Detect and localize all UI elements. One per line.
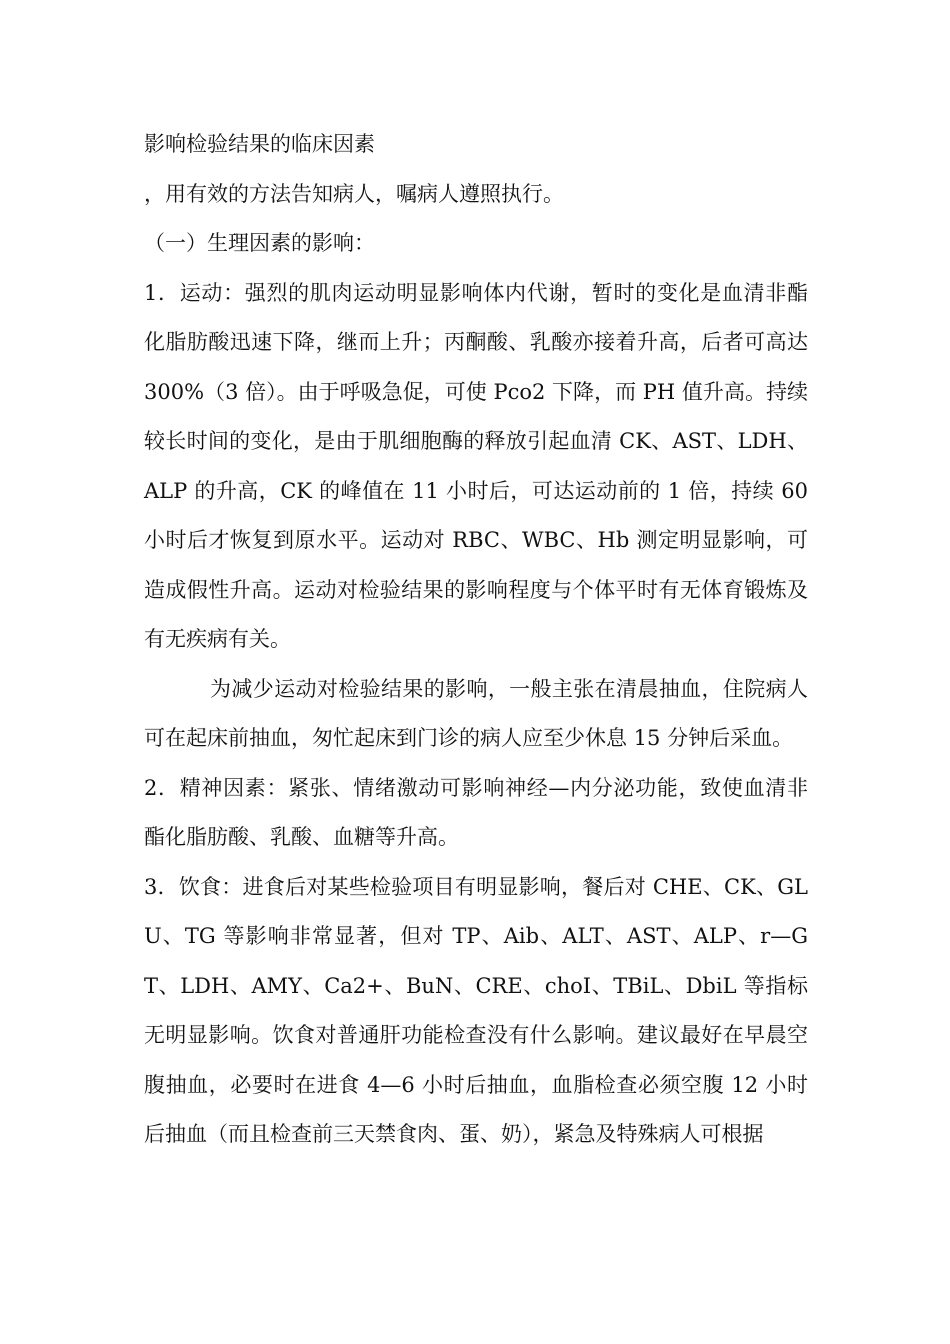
- exercise-advice-paragraph: 为减少运动对检验结果的影响，一般主张在清晨抽血，住院病人可在起床前抽血，匆忙起床到门诊的病人应至少休息 15 分钟后采血。: [144, 676, 808, 750]
- diet-paragraph: 3．饮食：进食后对某些检验项目有明显影响，餐后对 CHE、CK、GLU、TG 等影响非常显著，但对 TP、Aib、ALT、AST、ALP、r—GT、LDH、AMY、Ca2+、BuN、CRE、choI、TBiL、DbiL 等指标无明显影响。饮食对普通肝功能检查没有什么影响。建议最好在早晨空腹抽血，必要时在进食 4—6 小时后抽血，血脂检查必须空腹 12 小时后抽血（而且检查前三天禁食肉、蛋、奶），紧急及特殊病人可根据: [144, 874, 808, 1146]
- exercise-paragraph: 1．运动：强烈的肌肉运动明显影响体内代谢，暂时的变化是血清非酯化脂肪酸迅速下降，继而上升；丙酮酸、乳酸亦接着升高，后者可高达 300%（3 倍）。由于呼吸急促，可使 Pco2 下降，而 PH 值升高。持续较长时间的变化，是由于肌细胞酶的释放引起血清 CK、AST、LDH、ALP 的升高，CK 的峰值在 11 小时后，可达运动前的 1 倍，持续 60 小时后才恢复到原水平。运动对 RBC、WBC、Hb 测定明显影响，可造成假性升高。运动对检验结果的影响程度与个体平时有无体育锻炼及有无疾病有关。: [144, 280, 808, 651]
- intro-paragraph: ，用有效的方法告知病人，嘱病人遵照执行。: [144, 181, 564, 206]
- section-heading: （一）生理因素的影响：: [144, 231, 375, 255]
- document-title: 影响检验结果的临床因素: [144, 132, 375, 156]
- document-body: [144, 120, 808, 1160]
- mental-factors-paragraph: 2．精神因素：紧张、情绪激动可影响神经—内分泌功能，致使血清非酯化脂肪酸、乳酸、血糖等升高。: [144, 775, 808, 849]
